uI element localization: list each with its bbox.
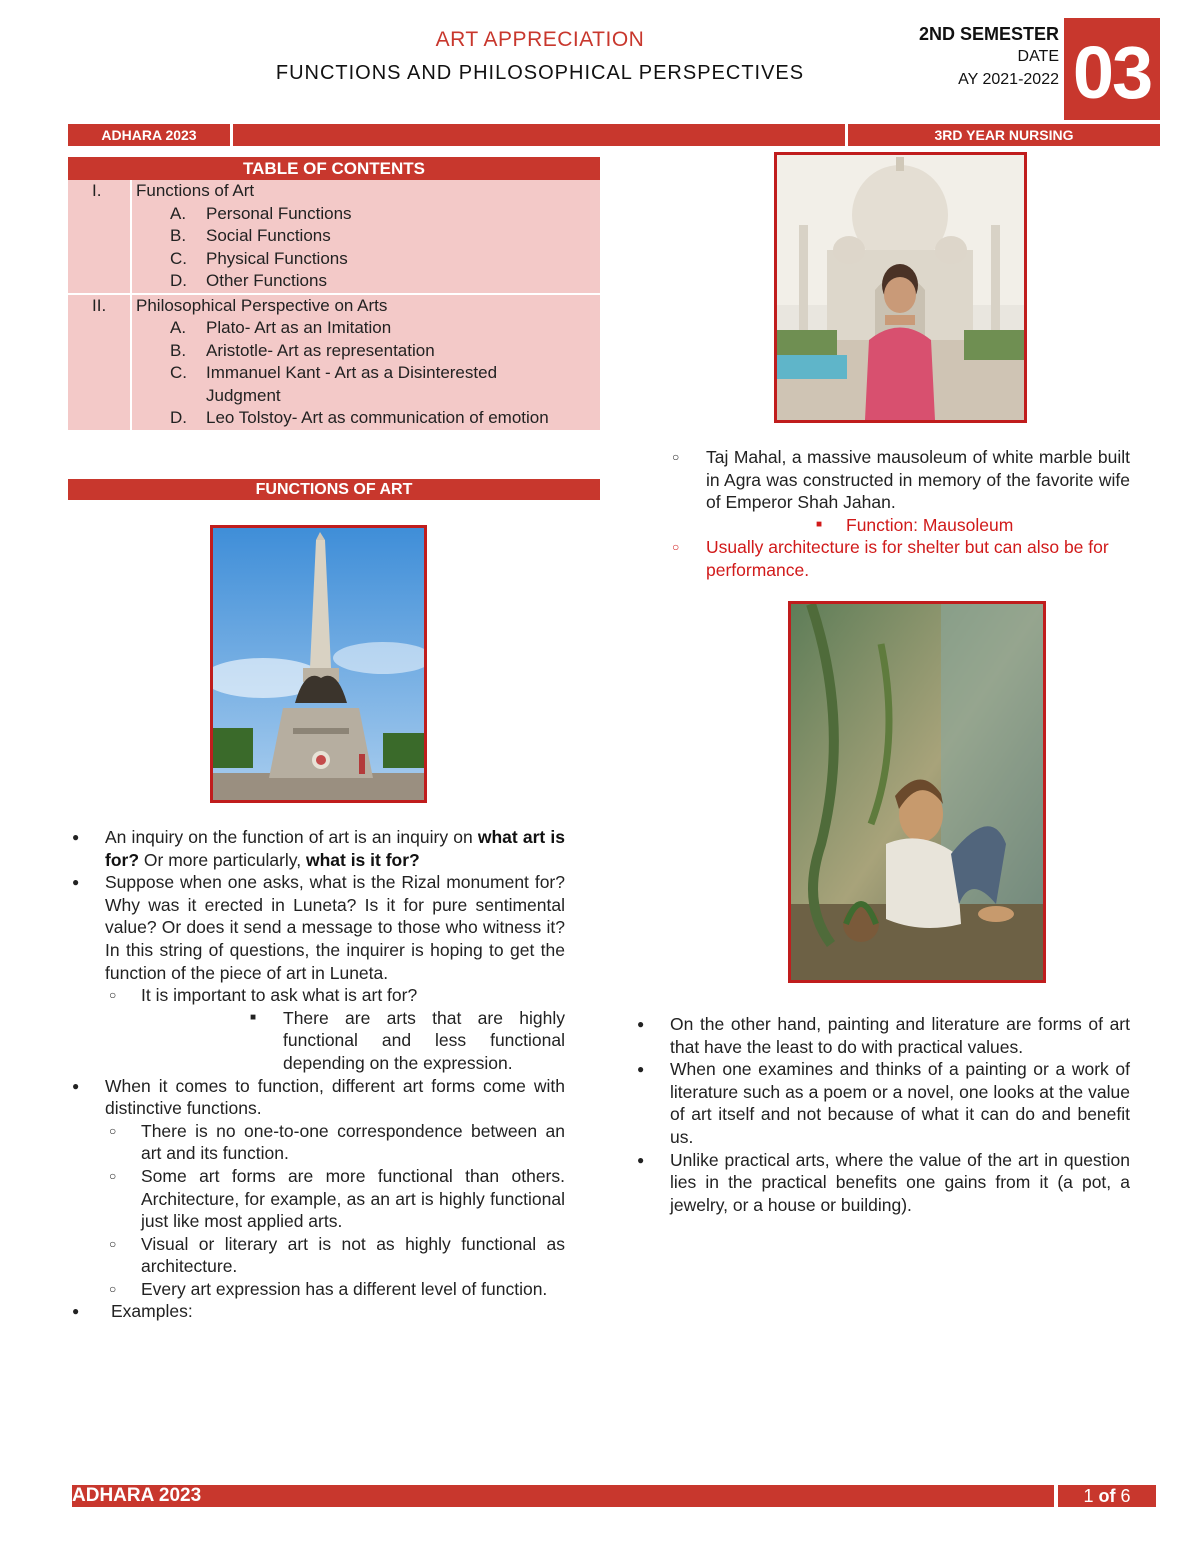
bullet-dot-icon: ●	[72, 1078, 80, 1093]
toc-item[interactable]: A. Personal Functions	[170, 203, 352, 223]
functions-bullet-list	[72, 826, 565, 1323]
painting-literature-list	[637, 1013, 1130, 1216]
toc-item[interactable]: B. Social Functions	[170, 226, 331, 245]
section-heading: FUNCTIONS OF ART	[68, 479, 600, 500]
bullet-dot-icon: ●	[72, 830, 80, 844]
bullet-circle-icon: ○	[672, 540, 680, 555]
date-label: DATE	[1017, 48, 1059, 65]
lesson-number-badge: 03	[1064, 18, 1160, 120]
toc-section	[68, 295, 600, 432]
list-item: ● Suppose when one asks, what is the Rizal monument for? Why was it erected in Luneta? Is it for pure sentimental value? Or does it send a message to those who witness it? In this string of questions, the inquirer is hoping to get the function of the piece of art in Luneta.	[72, 872, 565, 983]
page-current: 1	[1083, 1486, 1094, 1506]
taj-mahal-notes	[672, 446, 1130, 582]
list-item: ● Examples:	[72, 1301, 193, 1322]
toc-section-number: I.	[68, 180, 132, 293]
bullet-dot-icon: ●	[72, 1304, 80, 1319]
footer-label: ADHARA 2023	[72, 1485, 202, 1506]
list-item: ● When one examines and thinks of a painting or a work of literature such as a poem or a novel, one looks at the value of art itself and not because of what it can do and benefit us.	[637, 1059, 1130, 1147]
table-of-contents	[68, 157, 600, 432]
footer-bar	[72, 1485, 1054, 1507]
bullet-square-icon: ■	[816, 518, 823, 530]
list-item: ● On the other hand, painting and literature are forms of art that have the least to do with practical values.	[637, 1014, 1130, 1057]
bullet-circle-icon: ○	[109, 1281, 117, 1296]
list-item: ● When it comes to function, different art forms come with distinctive functions.	[72, 1075, 565, 1119]
list-item: ■ There are arts that are highly functional and less functional depending on the expression.	[250, 1007, 565, 1073]
list-item: ○ Some art forms are more functional than others. Architecture, for example, as an art is highly functional just like most applied arts.	[109, 1165, 565, 1232]
list-item: ○ There is no one-to-one correspondence between an art and its function.	[109, 1120, 565, 1164]
bullet-dot-icon: ●	[72, 875, 80, 890]
bullet-circle-icon: ○	[109, 1236, 117, 1251]
list-item: ■ Function: Mausoleum	[816, 514, 1014, 535]
list-item: ○ Every art expression has a different level of function.	[109, 1278, 548, 1299]
year-level-label: 3RD YEAR NURSING	[848, 124, 1160, 146]
bullet-circle-icon: ○	[109, 1123, 117, 1138]
list-item: ● An inquiry on the function of art is an inquiry on what art is for? Or more particularly, what is it for?	[72, 827, 565, 870]
page-of: of	[1098, 1486, 1116, 1506]
toc-item[interactable]: B. Aristotle- Art as representation	[170, 340, 435, 360]
page-total: 6	[1120, 1486, 1131, 1506]
batch-label: ADHARA 2023	[68, 124, 230, 146]
academic-year: AY 2021-2022	[958, 71, 1059, 88]
toc-section-title[interactable]: Functions of Art	[136, 181, 255, 200]
list-item: ● Unlike practical arts, where the value of the art in question lies in the practical benefits one gains from it (a pot, a jewelry, or a house or building).	[637, 1149, 1130, 1215]
bullet-dot-icon: ●	[637, 1062, 645, 1077]
toc-item[interactable]: D. Leo Tolstoy- Art as communication of emotion	[170, 408, 549, 427]
page-indicator	[1058, 1485, 1156, 1507]
list-item: ○ Usually architecture is for shelter but can also be for performance.	[672, 537, 1109, 580]
toc-section	[68, 180, 600, 295]
bullet-dot-icon: ●	[637, 1152, 645, 1167]
toc-section-title[interactable]: Philosophical Perspective on Arts	[136, 295, 388, 315]
bullet-circle-icon: ○	[672, 450, 680, 464]
toc-item[interactable]: C. Immanuel Kant - Art as a Disinterested Judgment	[170, 363, 498, 405]
bullet-circle-icon: ○	[109, 988, 117, 1003]
toc-item[interactable]: D. Other Functions	[170, 271, 327, 290]
header-bar-middle	[233, 124, 845, 146]
list-item: ○ Taj Mahal, a massive mausoleum of white marble built in Agra was constructed in memory of the favorite wife of Emperor Shah Jahan.	[672, 447, 1130, 513]
bullet-square-icon: ■	[250, 1011, 257, 1023]
toc-item[interactable]: C. Physical Functions	[170, 248, 348, 268]
toc-item[interactable]: A. Plato- Art as an Imitation	[170, 318, 392, 337]
artist-painting-image	[788, 601, 1046, 983]
course-title: ART APPRECIATION	[435, 28, 645, 51]
toc-section-number: II.	[68, 295, 132, 430]
semester-label: 2ND SEMESTER	[918, 24, 1059, 44]
bullet-dot-icon: ●	[637, 1017, 645, 1031]
toc-title: TABLE OF CONTENTS	[68, 157, 600, 180]
bullet-circle-icon: ○	[109, 1168, 117, 1183]
taj-mahal-photo	[774, 152, 1027, 423]
list-item: ○ Visual or literary art is not as highly functional as architecture.	[109, 1233, 565, 1277]
rizal-monument-photo	[210, 525, 427, 803]
topic-title: FUNCTIONS AND PHILOSOPHICAL PERSPECTIVES	[275, 62, 805, 84]
list-item: ○ It is important to ask what is art for?	[109, 985, 418, 1006]
